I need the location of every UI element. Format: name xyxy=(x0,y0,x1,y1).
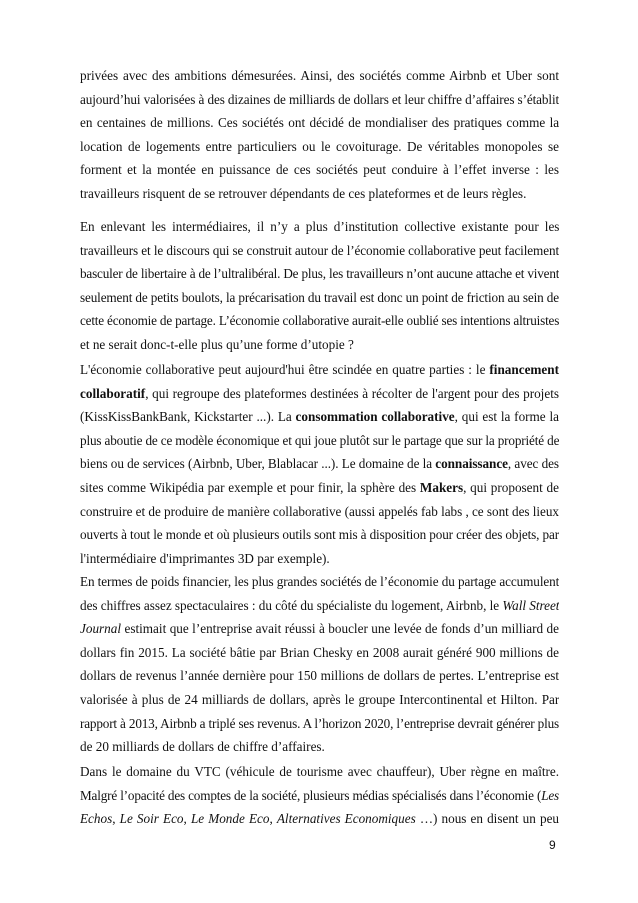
text-run: (KissKissBankBank, Kickstarter ...). La xyxy=(80,409,296,425)
text-line: location de logements entre particuliers ou le covoiturage. De véritables monopoles se xyxy=(80,138,559,154)
text-line: plus aboutie de ce modèle économique et qui joue plutôt sur le partage que sur la propriété de xyxy=(80,432,559,448)
text-line: construire et de produire de manière collaborative (aussi appelés fab labs , ce sont des lieux xyxy=(80,503,559,519)
text-run: sites comme Wikipédia par exemple et pour finir, la sphère des xyxy=(80,479,420,495)
italic-publication: Journal xyxy=(80,621,122,637)
text-line: En enlevant les intermédiaires, il n’y a plus d’institution collective existante pour les xyxy=(80,219,559,234)
text-run: , xyxy=(183,811,191,827)
text-line: travailleurs et le discours qui se construit autour de l’économie collaborative peut facilement xyxy=(80,242,559,258)
bold-term-connaissance: connaissance xyxy=(435,456,508,472)
text-line xyxy=(80,476,559,500)
bold-term-makers: Makers xyxy=(419,479,464,495)
bold-term-consommation: consommation collaborative xyxy=(295,409,455,425)
text-run: L'économie collaborative peut aujourd'hui être scindée en quatre parties : le xyxy=(80,362,490,377)
text-line xyxy=(80,452,559,476)
text-run: , xyxy=(269,811,277,827)
paragraph-1 xyxy=(80,64,559,206)
italic-publication: Les xyxy=(541,787,559,803)
paragraph-4 xyxy=(80,570,559,759)
text-line: dollars de revenus l’année dernière pour 150 millions de dollars de pertes. L’entreprise est xyxy=(80,668,559,684)
text-line: et ne serait donc-t-elle plus qu’une forme d’utopie ? xyxy=(80,336,354,352)
text-line: en centaines de millions. Ces sociétés ont décidé de mondialiser des pratiques comme la xyxy=(80,115,559,131)
text-run: estimait que l’entreprise avait réussi à boucler une levée de fonds d’un milliard de xyxy=(121,621,559,637)
text-line xyxy=(80,807,559,831)
bold-term-collaboratif: collaboratif xyxy=(80,385,146,401)
italic-publication: Le Monde Eco xyxy=(190,811,270,827)
text-run: , xyxy=(112,811,120,827)
text-line: aujourd’hui valorisées à des dizaines de milliards de dollars et leur chiffre d’affaires s’établit xyxy=(80,91,559,107)
text-line: de 20 milliards de dollars de chiffre d’affaires. xyxy=(80,739,325,755)
text-line: dollars fin 2015. La société bâtie par Brian Chesky en 2008 aurait généré 900 millions de xyxy=(80,644,559,660)
text-line: l'intermédiaire d'imprimantes 3D par exemple). xyxy=(80,550,330,566)
text-line: privées avec des ambitions démesurées. Ainsi, des sociétés comme Airbnb et Uber sont xyxy=(80,68,559,83)
text-run: , avec des xyxy=(507,456,559,472)
paragraph-5 xyxy=(80,760,559,831)
text-line xyxy=(80,784,559,808)
text-run: , qui est la forme la xyxy=(454,409,559,425)
page-number: 9 xyxy=(549,838,556,852)
text-line xyxy=(80,405,559,429)
text-line: rapport à 2013, Airbnb a triplé ses revenus. A l’horizon 2020, l’entreprise devrait générer plus xyxy=(80,715,559,731)
paragraph-3 xyxy=(80,358,559,570)
text-line xyxy=(80,382,559,406)
text-run: , qui regroupe des plateformes destinées à récolter de l'argent pour des projets xyxy=(145,385,559,401)
italic-publication: Echos xyxy=(80,811,113,827)
text-run: biens ou de services (Airbnb, Uber, Blablacar ...). Le domaine de la xyxy=(80,456,436,472)
text-line xyxy=(80,617,559,641)
text-run: …) nous en disent un peu xyxy=(415,811,559,827)
italic-publication: Alternatives Economiques xyxy=(276,811,416,827)
italic-publication: Le Soir Eco xyxy=(119,811,184,827)
text-run: des chiffres assez spectaculaires : du côté du spécialiste du logement, Airbnb, le xyxy=(80,597,503,613)
text-line: En termes de poids financier, les plus grandes sociétés de l’économie du partage accumulent xyxy=(80,574,559,589)
paragraph-2 xyxy=(80,215,559,357)
text-run: Malgré l’opacité des comptes de la société, plusieurs médias spécialisés dans l’économie ( xyxy=(80,787,542,803)
text-line: cette économie de partage. L’économie collaborative aurait-elle oublié ses intentions altruistes xyxy=(80,313,559,329)
text-line: seulement de petits boulots, la précarisation du travail est donc un point de friction au sein de xyxy=(80,289,559,305)
text-line: forment et la montée en puissance de ces sociétés peut conduire à l’effet inverse : les xyxy=(80,162,559,178)
italic-publication: Wall Street xyxy=(502,597,559,613)
text-line xyxy=(80,358,559,382)
bold-term-financement: financement xyxy=(489,362,559,377)
text-line: basculer de libertaire à de l’ultralibéral. De plus, les travailleurs n’ont aucune attache et vivent xyxy=(80,266,559,282)
text-line: Dans le domaine du VTC (véhicule de tourisme avec chauffeur), Uber règne en maître. xyxy=(80,764,559,779)
text-line xyxy=(80,594,559,618)
text-run: , qui proposent de xyxy=(463,479,559,495)
text-line: ouverts à tout le monde et où plusieurs outils sont mis à disposition pour créer des objets, par xyxy=(80,527,559,543)
text-line: travailleurs risquent de se retrouver dépendants de ces plateformes et de leurs règles. xyxy=(80,185,527,201)
text-line: valorisée à plus de 24 milliards de dollars, après le groupe Intercontinental et Hilton. Par xyxy=(80,691,559,707)
